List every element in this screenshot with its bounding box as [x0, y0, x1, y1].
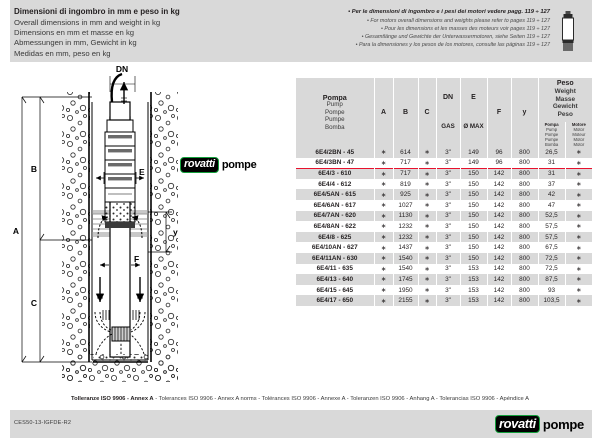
table-row [296, 158, 592, 169]
cell-dn: 3" [436, 285, 460, 296]
col-header-c: C [418, 78, 436, 147]
cell-a: ∗ [374, 295, 393, 306]
cell-dn: 3" [436, 221, 460, 232]
col-header-f: F [487, 78, 511, 147]
peso-pump-en: Pump [546, 126, 558, 132]
cell-e: 153 [460, 295, 487, 306]
cell-peso_motore: ∗ [565, 179, 592, 190]
cell-e: 150 [460, 189, 487, 200]
cell-c: ∗ [418, 253, 436, 264]
col-header-e [460, 78, 487, 147]
tolerance-note [0, 396, 600, 402]
cell-y: 800 [511, 264, 538, 275]
cell-pump-name: 6E4/6AN - 617 [296, 200, 374, 211]
note-en: • For motors overall dimensions and weights please refer to pages 119 ÷ 127 [366, 17, 550, 24]
footer-bar [0, 410, 600, 438]
cell-e: 150 [460, 168, 487, 179]
cell-f: 142 [487, 221, 511, 232]
cell-dn: 3" [436, 211, 460, 222]
cell-a: ∗ [374, 158, 393, 169]
cell-peso_pompa: 31 [538, 168, 565, 179]
table-row [296, 147, 592, 158]
cell-pump-name: 6E4/4 - 612 [296, 179, 374, 190]
peso-motor-fr: Moteur [572, 131, 586, 137]
cell-pump-name: 6E4/8AN - 622 [296, 221, 374, 232]
table-body [296, 147, 592, 306]
cell-y: 800 [511, 232, 538, 243]
page-title: Dimensioni di ingombro in mm e peso in kg [14, 7, 180, 16]
cell-c: ∗ [418, 211, 436, 222]
cell-peso_pompa: 87,5 [538, 274, 565, 285]
cell-e: 150 [460, 242, 487, 253]
cell-b: 717 [393, 168, 418, 179]
cell-a: ∗ [374, 274, 393, 285]
cell-e: 149 [460, 147, 487, 158]
cell-f: 142 [487, 168, 511, 179]
cell-peso_motore: ∗ [565, 189, 592, 200]
cell-c: ∗ [418, 285, 436, 296]
cell-pump-name: 6E4/11 - 635 [296, 264, 374, 275]
cell-y: 800 [511, 221, 538, 232]
cell-peso_pompa: 93 [538, 285, 565, 296]
cell-c: ∗ [418, 200, 436, 211]
table-row [296, 253, 592, 264]
cell-c: ∗ [418, 264, 436, 275]
col-header-pompa-es: Bomba [324, 123, 345, 131]
cell-c: ∗ [418, 232, 436, 243]
cell-peso_motore: ∗ [565, 253, 592, 264]
table-row [296, 211, 592, 222]
cell-peso_motore: ∗ [565, 264, 592, 275]
cell-y: 800 [511, 285, 538, 296]
cell-y: 800 [511, 189, 538, 200]
cell-y: 800 [511, 274, 538, 285]
col-header-peso-de: Gewicht [552, 103, 578, 111]
drawing-label-b: B [30, 164, 38, 174]
cell-pump-name: 6E4/3 - 610 [296, 168, 374, 179]
cell-a: ∗ [374, 264, 393, 275]
header-banner [0, 0, 600, 62]
cell-a: ∗ [374, 221, 393, 232]
cell-f: 142 [487, 211, 511, 222]
cell-c: ∗ [418, 168, 436, 179]
col-header-peso-es: Peso [557, 111, 573, 119]
col-header-a: A [374, 78, 393, 147]
col-header-dn-label: DN [442, 94, 454, 102]
logo-word: pompe [221, 158, 257, 171]
cell-c: ∗ [418, 147, 436, 158]
cell-peso_motore: ∗ [565, 211, 592, 222]
cell-pump-name: 6E4/10AN - 627 [296, 242, 374, 253]
drawing-label-c: C [30, 298, 38, 308]
cell-f: 142 [487, 232, 511, 243]
cell-a: ∗ [374, 179, 393, 190]
cell-a: ∗ [374, 200, 393, 211]
cell-pump-name: 6E4/8 - 625 [296, 232, 374, 243]
col-header-peso-en: Weight [554, 87, 576, 95]
cell-peso_motore: ∗ [565, 232, 592, 243]
table-row [296, 264, 592, 275]
table-row [296, 295, 592, 306]
cell-f: 142 [487, 264, 511, 275]
peso-pump-es: Bomba [544, 141, 559, 147]
cell-dn: 3" [436, 253, 460, 264]
table-row [296, 274, 592, 285]
borehole-pump-installation-drawing [0, 62, 292, 392]
cell-peso_pompa: 67,5 [538, 242, 565, 253]
peso-motor-es: Motor [573, 141, 585, 147]
drawing-label-f: F [134, 254, 140, 264]
col-header-peso-pump [539, 122, 566, 147]
col-header-y: y [511, 78, 538, 147]
cell-y: 800 [511, 200, 538, 211]
banner-edge-right [592, 0, 600, 62]
cell-pump-name: 6E4/7AN - 620 [296, 211, 374, 222]
cell-peso_motore: ∗ [565, 242, 592, 253]
table-row [296, 221, 592, 232]
cell-a: ∗ [374, 232, 393, 243]
cell-dn: 3" [436, 179, 460, 190]
cell-dn: 3" [436, 232, 460, 243]
cell-dn: 3" [436, 295, 460, 306]
cell-peso_motore: ∗ [565, 200, 592, 211]
cell-b: 1540 [393, 253, 418, 264]
note-es: • Para la dimensiones y los pesos de los motores, consulte las páginas 119 ÷ 127 [355, 42, 550, 49]
cell-a: ∗ [374, 147, 393, 158]
cell-b: 2155 [393, 295, 418, 306]
peso-motor-de: Motor [573, 136, 585, 142]
cell-b: 819 [393, 179, 418, 190]
table-head [296, 78, 592, 147]
cell-y: 800 [511, 147, 538, 158]
cell-f: 96 [487, 147, 511, 158]
cell-a: ∗ [374, 285, 393, 296]
cell-peso_pompa: 31 [538, 158, 565, 169]
cell-peso_motore: ∗ [565, 285, 592, 296]
page-title-de: Abmessungen in mm, Gewicht in kg [14, 38, 137, 48]
cell-b: 1232 [393, 232, 418, 243]
cell-pump-name: 6E4/2BN - 45 [296, 147, 374, 158]
col-header-pompa [296, 78, 374, 147]
peso-motor-en: Motor [573, 126, 585, 132]
logo-mark: rovatti [180, 157, 219, 173]
cell-peso_pompa: 47 [538, 200, 565, 211]
banner-edge-left [0, 0, 10, 62]
cell-e: 149 [460, 158, 487, 169]
cell-b: 1745 [393, 274, 418, 285]
drawing-label-e: E [139, 167, 145, 177]
cell-pump-name: 6E4/5AN - 615 [296, 189, 374, 200]
cell-a: ∗ [374, 242, 393, 253]
cell-e: 153 [460, 285, 487, 296]
cell-dn: 3" [436, 168, 460, 179]
cell-peso_pompa: 72,5 [538, 264, 565, 275]
cell-e: 150 [460, 179, 487, 190]
cell-c: ∗ [418, 158, 436, 169]
logo-word: pompe [542, 416, 584, 432]
pump-motor-icon [560, 11, 576, 53]
dimensions-table-wrapper [296, 78, 592, 306]
logo-mark: rovatti [495, 415, 540, 433]
footer-edge-right [592, 410, 600, 438]
table-row [296, 242, 592, 253]
cell-y: 800 [511, 253, 538, 264]
cell-a: ∗ [374, 211, 393, 222]
rovatti-pompe-logo-footer [495, 415, 584, 433]
cell-b: 1130 [393, 211, 418, 222]
col-header-peso [538, 78, 592, 147]
cell-y: 800 [511, 242, 538, 253]
cell-a: ∗ [374, 189, 393, 200]
cell-a: ∗ [374, 253, 393, 264]
page-title-en: Overall dimensions in mm and weight in kg [14, 17, 161, 27]
col-header-dn [436, 78, 460, 147]
cell-e: 150 [460, 211, 487, 222]
peso-pump-it: Pompa [544, 121, 559, 127]
table-row [296, 189, 592, 200]
cell-dn: 3" [436, 147, 460, 158]
cell-pump-name: 6E4/3BN - 47 [296, 158, 374, 169]
document-code: CES50-13-IGFDE-R2 [14, 420, 72, 426]
note-fr: • Pour les dimensions et les masses des moteurs voir pages 119 ÷ 127 [381, 25, 550, 32]
cell-peso_pompa: 37 [538, 179, 565, 190]
cell-c: ∗ [418, 274, 436, 285]
cell-f: 142 [487, 253, 511, 264]
table-row [296, 200, 592, 211]
cell-f: 142 [487, 200, 511, 211]
cell-peso_motore: ∗ [565, 221, 592, 232]
motor-reference-notes [300, 8, 550, 50]
rovatti-pompe-logo [180, 157, 256, 173]
cell-peso_pompa: 26,5 [538, 147, 565, 158]
footer-edge-left [0, 410, 10, 438]
cell-peso_motore: ∗ [565, 147, 592, 158]
cell-e: 153 [460, 274, 487, 285]
tolerance-note-rest: - Tolerances ISO 9906 - Annex A norms - Tolérances ISO 9906 - Annexe A - Toleranzen ISO 9906 - Anhang A - Tolerancias ISO 9906 - Apéndice A [153, 396, 529, 402]
cell-e: 150 [460, 221, 487, 232]
cell-c: ∗ [418, 221, 436, 232]
col-header-peso-it: Peso [556, 80, 574, 87]
cell-dn: 3" [436, 189, 460, 200]
cell-peso_pompa: 42 [538, 189, 565, 200]
col-header-pompa-it: Pompa [322, 92, 347, 102]
peso-pump-de: Pumpe [544, 136, 559, 142]
cell-a: ∗ [374, 168, 393, 179]
table-row [296, 232, 592, 243]
cell-c: ∗ [418, 179, 436, 190]
col-header-peso-fr: Masse [555, 95, 576, 103]
cell-f: 142 [487, 285, 511, 296]
cell-peso_pompa: 72,5 [538, 253, 565, 264]
cell-dn: 3" [436, 242, 460, 253]
peso-motor-it: Motore [571, 121, 586, 127]
cell-pump-name: 6E4/11AN - 630 [296, 253, 374, 264]
cell-dn: 3" [436, 274, 460, 285]
cell-y: 800 [511, 158, 538, 169]
cell-pump-name: 6E4/13 - 640 [296, 274, 374, 285]
cell-peso_pompa: 103,5 [538, 295, 565, 306]
cell-peso_motore: ∗ [565, 158, 592, 169]
col-header-e-label: E [471, 94, 476, 102]
cell-e: 153 [460, 264, 487, 275]
col-header-pompa-fr: Pompe [324, 108, 345, 116]
cell-dn: 3" [436, 158, 460, 169]
cell-c: ∗ [418, 295, 436, 306]
cell-b: 717 [393, 158, 418, 169]
page-title-block [14, 7, 284, 59]
cell-c: ∗ [418, 189, 436, 200]
note-de: • Gesamtlänge und Gewichte der Unterwassermotoren, siehe Seiten 119 ÷ 127 [361, 34, 550, 41]
cell-f: 142 [487, 189, 511, 200]
cell-dn: 3" [436, 264, 460, 275]
cell-e: 150 [460, 232, 487, 243]
drawing-label-a: A [12, 226, 20, 236]
cell-b: 1540 [393, 264, 418, 275]
cell-peso_pompa: 57,5 [538, 221, 565, 232]
cell-f: 96 [487, 158, 511, 169]
cell-dn: 3" [436, 200, 460, 211]
page-title-fr: Dimensions en mm et masse en kg [14, 28, 135, 37]
cell-f: 142 [487, 179, 511, 190]
cell-peso_motore: ∗ [565, 274, 592, 285]
page-title-es: Medidas en mm, peso en kg [14, 48, 111, 58]
cell-peso_motore: ∗ [565, 168, 592, 179]
col-header-dn-unit: GAS [441, 123, 455, 131]
cell-pump-name: 6E4/15 - 645 [296, 285, 374, 296]
cell-c: ∗ [418, 242, 436, 253]
col-header-b: B [393, 78, 418, 147]
table-header-row [296, 78, 592, 147]
dimensions-table [296, 78, 592, 306]
cell-f: 142 [487, 242, 511, 253]
peso-pump-fr: Pompe [544, 131, 559, 137]
drawing-label-dn: DN [115, 64, 129, 74]
cell-peso_pompa: 52,5 [538, 211, 565, 222]
cell-e: 150 [460, 200, 487, 211]
cell-b: 1437 [393, 242, 418, 253]
cell-f: 142 [487, 274, 511, 285]
drawing-svg [0, 62, 292, 392]
cell-y: 800 [511, 179, 538, 190]
cell-peso_pompa: 57,5 [538, 232, 565, 243]
drawing-label-y: y [173, 227, 178, 237]
cell-peso_motore: ∗ [565, 295, 592, 306]
col-header-pompa-en: Pump [326, 101, 343, 109]
col-header-peso-motor [566, 122, 592, 147]
cell-b: 1027 [393, 200, 418, 211]
table-row [296, 168, 592, 179]
cell-y: 800 [511, 295, 538, 306]
col-header-e-unit: Ø MAX [463, 123, 484, 131]
cell-pump-name: 6E4/17 - 650 [296, 295, 374, 306]
cell-b: 1232 [393, 221, 418, 232]
cell-e: 150 [460, 253, 487, 264]
tolerance-note-bold: Tolleranze ISO 9906 - Annex A [71, 396, 154, 402]
cell-b: 925 [393, 189, 418, 200]
cell-b: 1950 [393, 285, 418, 296]
cell-y: 800 [511, 211, 538, 222]
cell-f: 142 [487, 295, 511, 306]
note-it: • Per le dimensioni di ingombro e i pesi dei motori vedere pagg. 119 ÷ 127 [348, 9, 550, 15]
table-row [296, 285, 592, 296]
cell-y: 800 [511, 168, 538, 179]
col-header-pompa-de: Pumpe [324, 116, 345, 124]
table-row [296, 179, 592, 190]
cell-b: 614 [393, 147, 418, 158]
